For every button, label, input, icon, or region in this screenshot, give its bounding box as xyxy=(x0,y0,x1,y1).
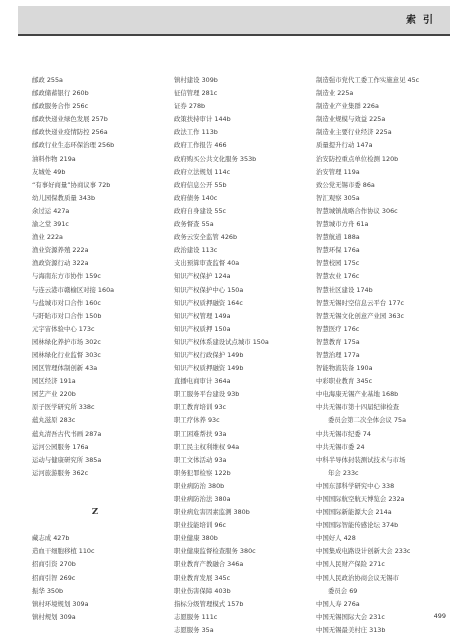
index-entry: 原子医学研究所 338c xyxy=(32,403,95,412)
index-entry: 中科半导体封装测试技术与市场 xyxy=(316,455,406,464)
index-entry: 知识产权质押 150a xyxy=(174,324,231,333)
page-number: 499 xyxy=(433,612,446,620)
index-entry: 中共无锡市纪委 74 xyxy=(316,429,371,438)
index-entry: 质量提升行动 147a xyxy=(316,141,373,150)
index-entry: 中彩职业教育 345c xyxy=(316,377,373,386)
header-rule xyxy=(18,34,450,36)
index-entry: 园林绿化养护市场 302c xyxy=(32,337,101,346)
index-entry: 与盱眙市对口合作 150b xyxy=(32,311,102,320)
index-entry: 园区经济 191a xyxy=(32,377,76,386)
index-entry: 智慧环保 176a xyxy=(316,246,360,255)
index-entry: 知识产权体系建设试点城市 150a xyxy=(174,337,269,346)
index-entry: 渔政资源行动 322a xyxy=(32,259,89,268)
index-entry: 邮政服务合作 256c xyxy=(32,102,89,111)
index-entry: 中国东部科学研究中心 338 xyxy=(316,481,395,490)
index-entry: 政府购买公共文化服务 353b xyxy=(174,154,257,163)
index-entry: 支出预算审查监督 40a xyxy=(174,259,240,268)
index-entry: 智慧校园 175c xyxy=(316,259,360,268)
index-entry: 中国无锡最美村庄 313b xyxy=(316,625,386,634)
index-column-1 xyxy=(32,74,158,624)
index-entry: 职务犯罪检察 122b xyxy=(174,468,231,477)
index-entry: 智慧教育 175a xyxy=(316,337,360,346)
index-entry: 园林绿化行业监督 303c xyxy=(32,350,101,359)
index-entry: 智慧社区建设 174b xyxy=(316,285,373,294)
index-entry: 直播电商审计 364a xyxy=(174,377,231,386)
index-entry: 治安管理 119a xyxy=(316,167,360,176)
index-entry: 志愿服务 35a xyxy=(174,625,214,634)
index-entry: 职业技能培训 96c xyxy=(174,521,227,530)
index-entry: 征信管理 281c xyxy=(174,89,218,98)
index-entry: 政务云安全监管 426b xyxy=(174,233,238,242)
index-entry: 职业病防治法 380a xyxy=(174,495,231,503)
index-entry: 运河公园服务 176a xyxy=(32,442,89,451)
index-entry: 中国好人 428 xyxy=(316,534,356,543)
index-entry: 油料作物 219a xyxy=(32,154,76,163)
index-entry: 知识产权保护中心 150a xyxy=(174,285,244,294)
index-entry: 友城处 49b xyxy=(32,167,66,176)
index-entry: 致公党无锡市委 86a xyxy=(316,180,375,189)
index-entry: 知识产权行政保护 149b xyxy=(174,350,244,359)
index-entry: 邮政行业生态环保治理 256b xyxy=(32,141,115,150)
index-entry: 知识产权质押融资 149b xyxy=(174,364,244,373)
index-entry: 镇村建设 309b xyxy=(174,76,218,84)
index-entry: 政法工作 113b xyxy=(174,128,218,137)
index-entry: 造血干细胞移植 110c xyxy=(32,547,95,556)
index-entry: 渔业资源养殖 222a xyxy=(32,246,89,255)
index-entry: 制造业产业集群 226a xyxy=(316,102,379,111)
index-column-2 xyxy=(174,74,300,637)
index-entry: 园艺产业 220b xyxy=(32,390,76,399)
index-entry: 治安防控重点单位检测 120b xyxy=(316,154,399,163)
index-entry: 中国国际新能源大会 214a xyxy=(316,508,392,517)
index-entry: 智慧城市方舟 61a xyxy=(316,220,369,229)
index-entry: 振华 350b xyxy=(32,586,64,595)
index-entry: 职工服务平台建设 93b xyxy=(174,390,240,399)
index-entry: 指标分级管理模式 157b xyxy=(174,599,244,608)
index-entry: 元宇宙体验中心 173c xyxy=(32,324,95,333)
index-entry: 中国国际智能传感论坛 374b xyxy=(316,521,399,530)
index-entry: 运河旅游服务 362c xyxy=(32,468,89,477)
index-entry: 制造业规模与效益 225a xyxy=(316,115,386,124)
index-entry: 知识产权质押融资 164c xyxy=(174,298,243,307)
index-entry: 职业教育产教融合 346a xyxy=(174,560,244,569)
index-entry: 政府自身建设 55c xyxy=(174,206,227,215)
index-entry: 智慧航道 188a xyxy=(316,233,360,242)
index-entry: 与海南东方市协作 159c xyxy=(32,272,101,281)
index-entry: 中国人民政治协商会议无锡市 xyxy=(316,573,400,582)
index-entry: 中国人寿 276a xyxy=(316,599,360,608)
index-entry: 政府立法规划 114c xyxy=(174,167,231,176)
page-title: 索引 xyxy=(406,15,440,26)
index-entry: 制造业 225a xyxy=(316,89,354,98)
index-entry: 园区管理体制创新 43a xyxy=(32,364,98,373)
index-entry: 制造业主要行业经济 225a xyxy=(316,128,392,137)
index-entry: 渝之堂 391c xyxy=(32,220,69,229)
index-entry: 智慧无锡时空信息云平台 177c xyxy=(316,298,405,307)
index-entry: 政务督查 55a xyxy=(174,220,214,229)
index-entry: 与连云港市赣榆区对接 160a xyxy=(32,285,115,294)
index-entry: 智能物流装备 190a xyxy=(316,364,373,373)
index-entry: 知识产权管理 149a xyxy=(174,311,231,320)
index-entry: 中国集成电路设计创新大会 233c xyxy=(316,547,411,556)
index-entry: 政治建设 113c xyxy=(174,246,218,255)
section-letter-heading: Z xyxy=(91,507,99,518)
index-entry: 职业健康 380b xyxy=(174,534,218,543)
index-entry: 邮政快递业疫情防控 256a xyxy=(32,128,108,137)
index-column-3 xyxy=(316,74,442,637)
index-entry: 邮政 255a xyxy=(32,76,63,84)
index-entry: 中国国际航空航天博览会 232a xyxy=(316,495,405,503)
index-entry: 藏志成 427b xyxy=(32,534,70,543)
index-entry: 蕴丸滋原 283c xyxy=(32,416,76,425)
index-entry: 职工困难帮扶 93a xyxy=(174,429,227,438)
index-entry: 智慧无锡文化创意产业园 363c xyxy=(316,311,405,320)
index-entry: 职工文体活动 93a xyxy=(174,455,227,464)
index-entry: “有事好商量”协商议事 72b xyxy=(32,180,111,189)
index-entry: 年会 233c xyxy=(328,468,359,477)
index-entry: 政策扶持审计 144b xyxy=(174,115,231,124)
index-entry: 职业教育发展 345c xyxy=(174,573,231,582)
index-entry: 中国无锡国际大会 231c xyxy=(316,612,385,621)
blank-line xyxy=(32,493,158,506)
index-entry: 蕴丸清吾古代书画 287a xyxy=(32,429,102,438)
index-entry: 智慧医疗 176c xyxy=(316,324,360,333)
index-entry: 招商引资 270b xyxy=(32,560,76,569)
index-entry: 中电海康无锡产业基地 168b xyxy=(316,390,399,399)
index-entry: 邮政快递业绿色发展 257b xyxy=(32,115,108,124)
blank-line xyxy=(32,480,158,493)
index-entry: 证券 278b xyxy=(174,102,206,111)
index-entry: 渔业 222a xyxy=(32,233,63,242)
index-entry: 智慧城镇战略合作协议 306c xyxy=(316,206,398,215)
index-entry: 余过运 427a xyxy=(32,206,70,215)
index-entry: 职工民主权利维权 94a xyxy=(174,442,240,451)
index-entry: 智慧治理 177a xyxy=(316,350,360,359)
index-entry: 镇村环境规划 309a xyxy=(32,599,89,608)
index-entry: 智汇观察 305a xyxy=(316,193,360,202)
index-entry: 邮政储蓄银行 260b xyxy=(32,89,89,98)
index-entry: 制造强市党代工委工作实施意见 45c xyxy=(316,76,420,84)
index-entry: 职业伤害保障 403b xyxy=(174,586,231,595)
index-entry: 政府债务 140c xyxy=(174,193,218,202)
index-entry: 职业健康监督检查服务 380c xyxy=(174,547,256,556)
index-entry: 职工教育培训 93c xyxy=(174,403,227,412)
index-entry: 智慧农业 176c xyxy=(316,272,360,281)
index-entry: 幼儿园保教质量 343b xyxy=(32,193,96,202)
index-entry: 志愿服务 111c xyxy=(174,612,218,621)
index-entry: 政府信息公开 55b xyxy=(174,180,227,189)
index-entry: 知识产权保护 124a xyxy=(174,272,231,281)
blank-line xyxy=(32,519,158,532)
index-entry: 职工疗休养 93c xyxy=(174,416,220,425)
index-entry: 运动与健康研究所 385a xyxy=(32,455,102,464)
index-entry: 委员会 69 xyxy=(328,586,358,595)
index-entry: 招商引智 269c xyxy=(32,573,76,582)
index-entry: 政府工作报告 466 xyxy=(174,141,227,150)
index-entry: 中共无锡市第十四届纪律检查 xyxy=(316,403,400,412)
index-entry: 委员会第二次全体会议 75a xyxy=(328,416,406,425)
index-entry: 与盐城市对口合作 160c xyxy=(32,298,101,307)
index-entry: 镇村规划 309a xyxy=(32,612,76,621)
index-entry: 中国人民财产保险 271c xyxy=(316,560,385,569)
index-entry: 职业病危害因素监测 380b xyxy=(174,508,250,517)
index-entry: 中共无锡市委 24 xyxy=(316,442,365,451)
index-entry: 职业病防治 380b xyxy=(174,481,225,490)
header-band xyxy=(18,6,450,34)
